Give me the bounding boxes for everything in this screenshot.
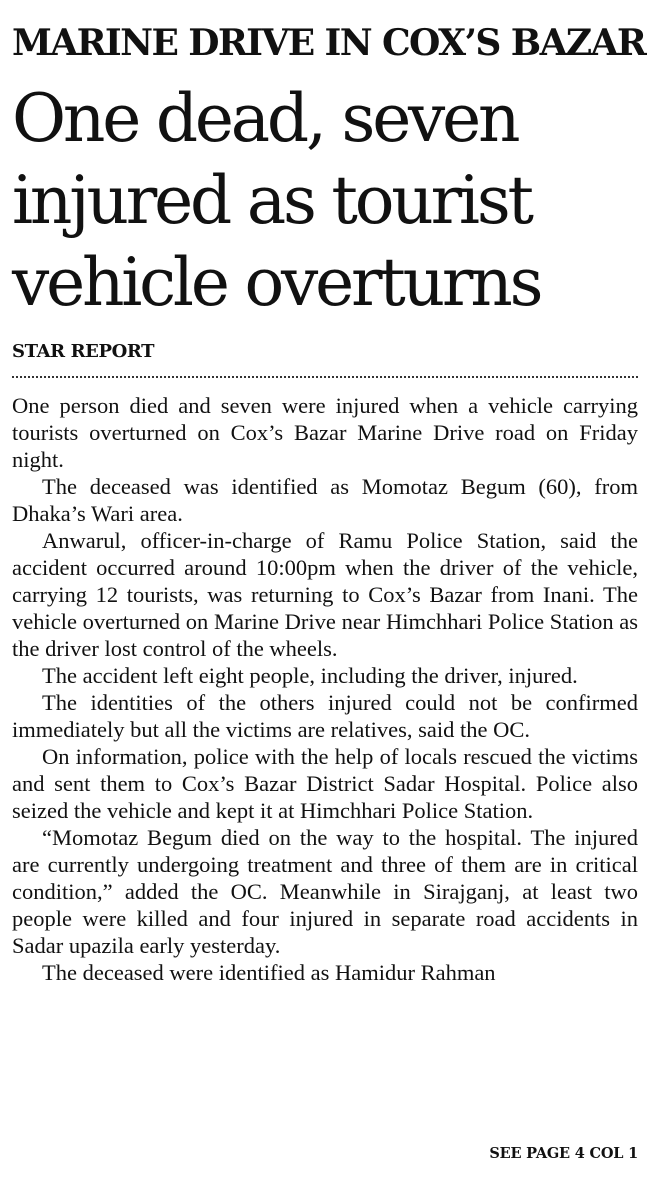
headline-line: vehicle overturns <box>12 244 541 321</box>
byline: STAR REPORT <box>12 341 155 362</box>
kicker: MARINE DRIVE IN COX’S BAZAR <box>12 22 646 64</box>
body-paragraph: The accident left eight people, including the driver, injured. <box>42 663 578 688</box>
headline-line: injured as tourist <box>12 162 531 239</box>
body-paragraph: The deceased were identified as Hamidur Rahman <box>42 960 496 985</box>
headline <box>12 78 649 324</box>
continuation-jump: SEE PAGE 4 COL 1 <box>489 1145 638 1162</box>
body-paragraph: One person died and seven were injured when a vehicle carrying tourists overturned on Cox’s Bazar Marine Drive road on Friday night. <box>12 393 638 472</box>
headline-line: One dead, seven <box>12 80 518 157</box>
body-paragraph: Anwarul, officer-in-charge of Ramu Police Station, said the accident occurred around 10:00pm when the driver of the vehicle, carrying 12 tourists, was returning to Cox’s Bazar from Inani. The vehicle overturned on Marine Drive near Himchhari Police Station as the driver lost control of the wheels. <box>12 528 638 661</box>
body-paragraph: The identities of the others injured could not be confirmed immediately but all the victims are relatives, said the OC. <box>12 690 638 742</box>
body-paragraph: “Momotaz Begum died on the way to the hospital. The injured are currently undergoing treatment and three of them are in critical condition,” added the OC. Meanwhile in Sirajganj, at least two people were killed and four injured in separate road accidents in Sadar upazila early yesterday. <box>12 825 638 958</box>
body-paragraph: The deceased was identified as Momotaz Begum (60), from Dhaka’s Wari area. <box>12 474 638 526</box>
dotted-divider <box>12 376 638 378</box>
article-body <box>12 392 638 986</box>
body-paragraph: On information, police with the help of locals rescued the victims and sent them to Cox’s Bazar District Sadar Hospital. Police also seized the vehicle and kept it at Himchhari Police Station. <box>12 744 638 823</box>
news-article <box>12 0 646 1179</box>
